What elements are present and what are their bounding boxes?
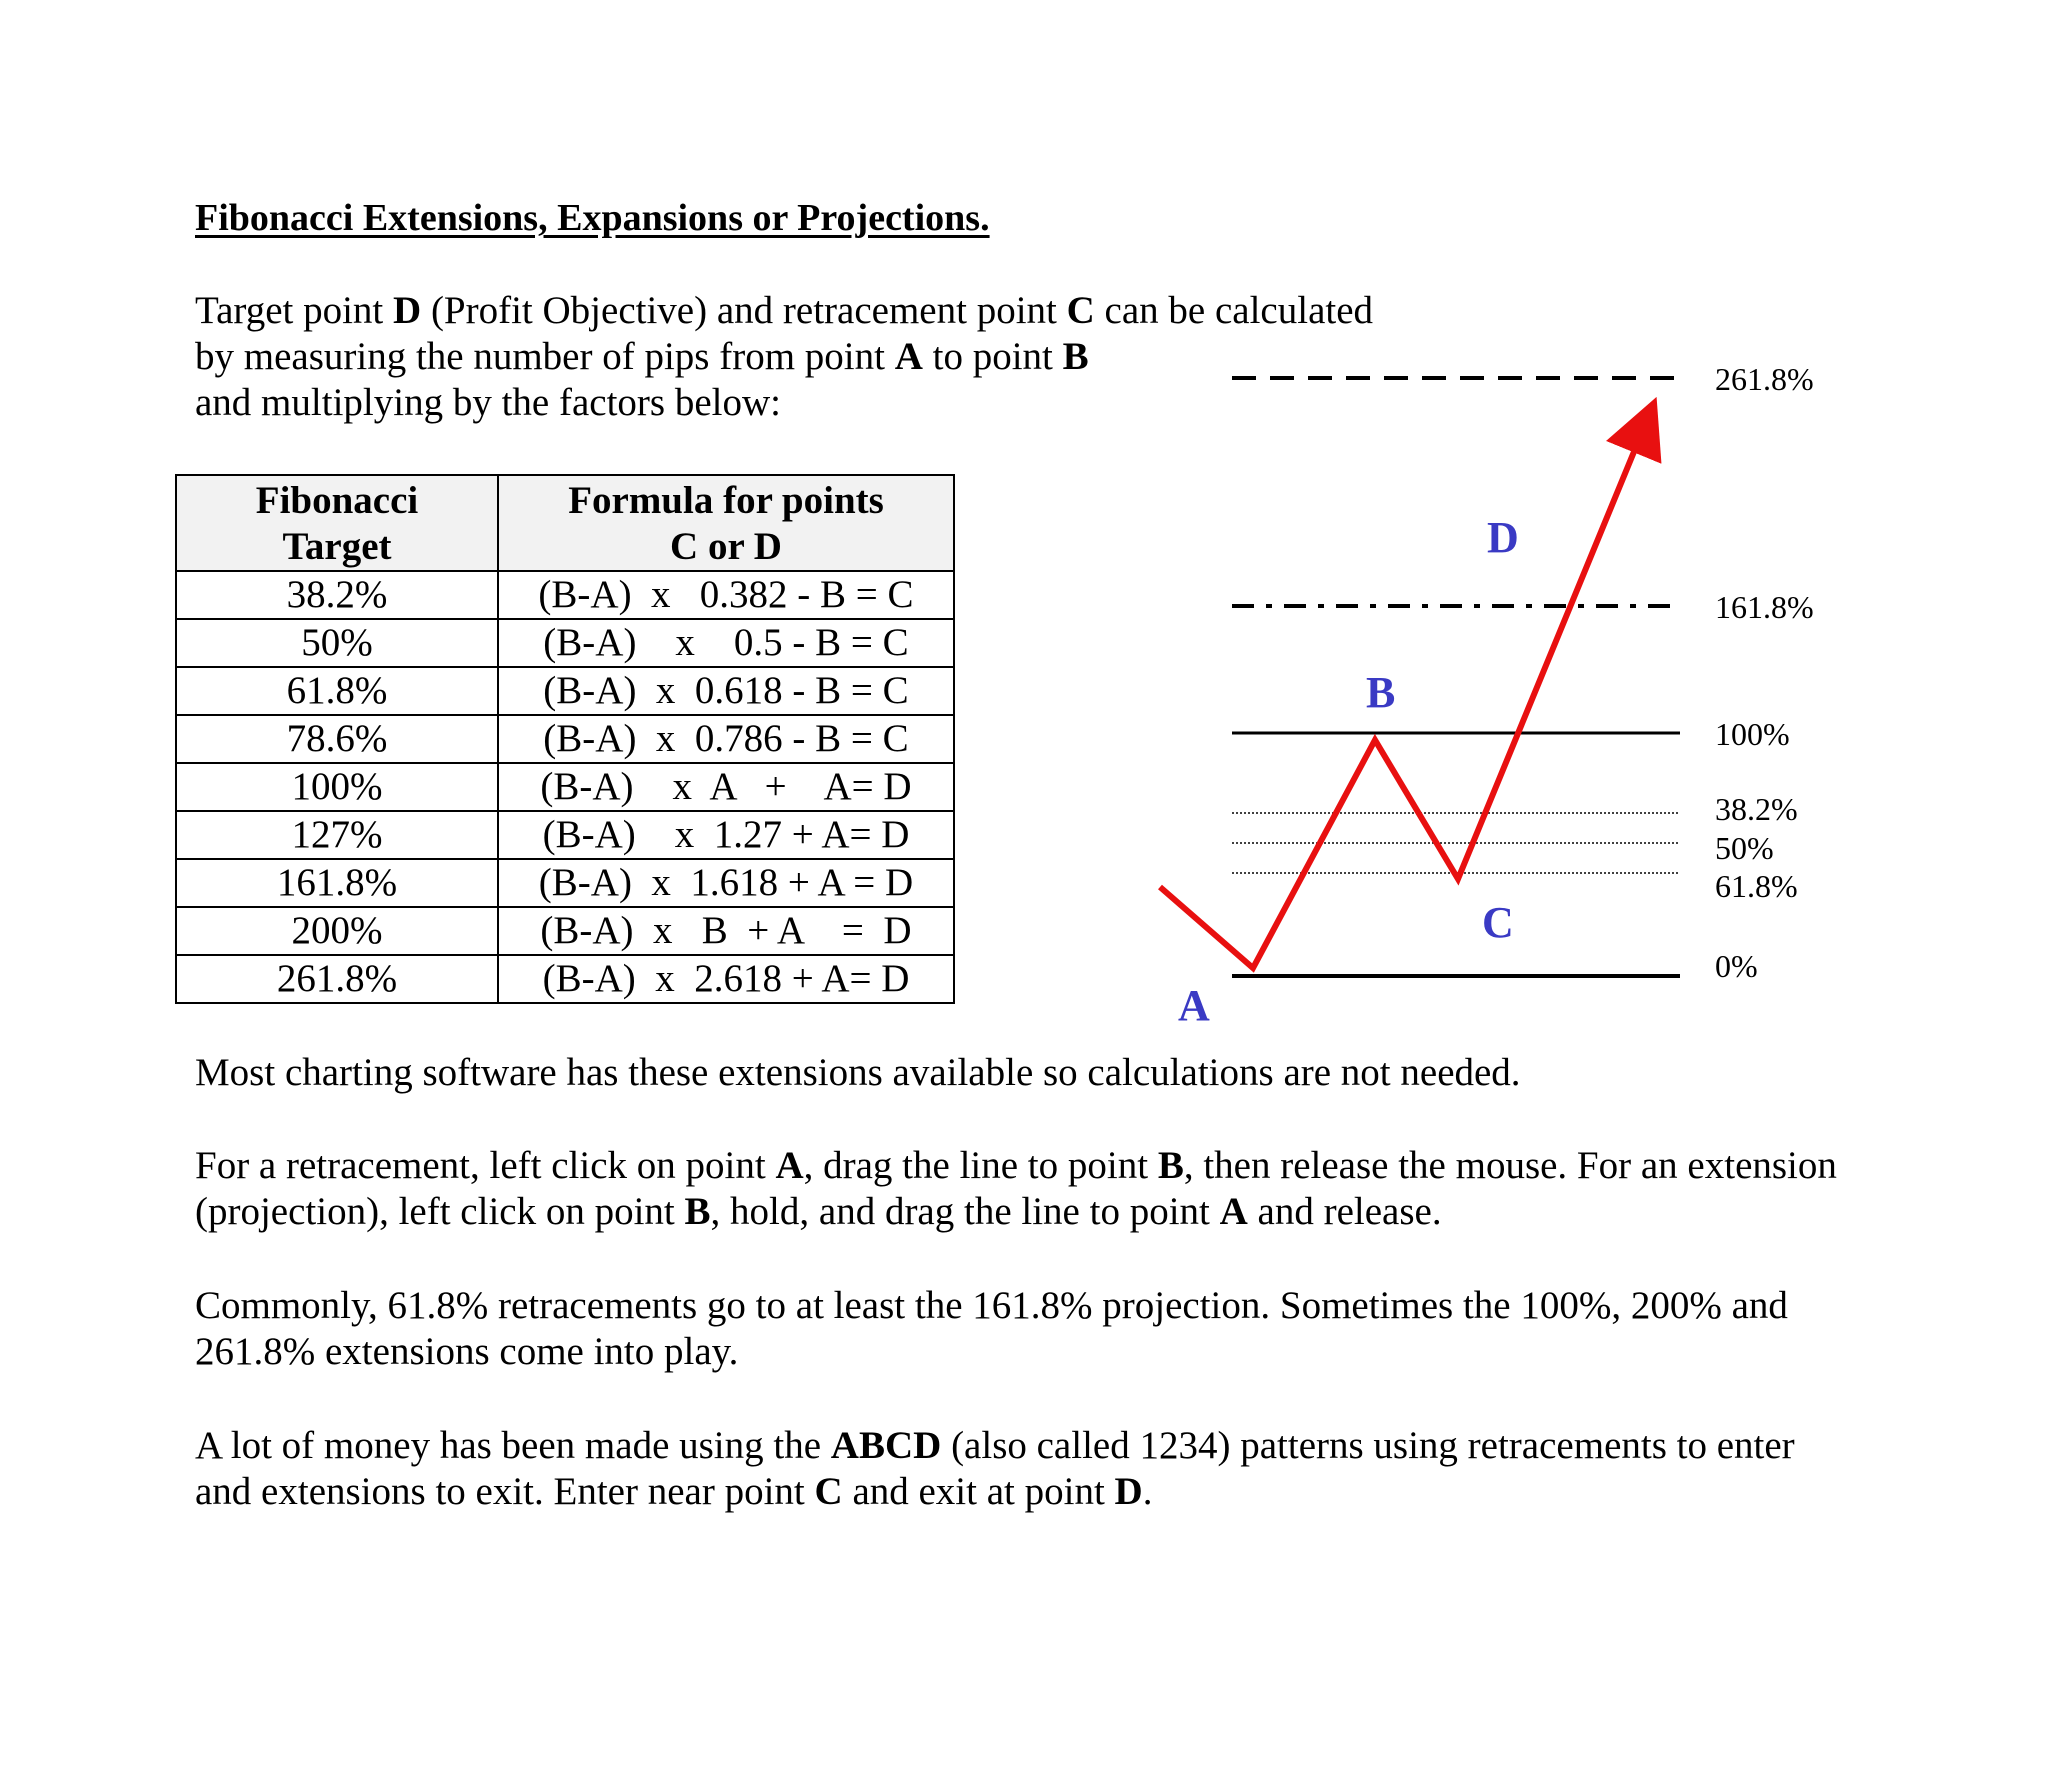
point-label-b: B bbox=[1366, 668, 1396, 717]
paragraph-line: (projection), left click on point B, hold, and drag the line to point A and release. bbox=[195, 1190, 1442, 1233]
formula-cell: (B-A) x 1.618 + A = D bbox=[498, 859, 954, 907]
table-row bbox=[176, 667, 954, 715]
paragraph-line: 261.8% extensions come into play. bbox=[195, 1330, 739, 1373]
abcd-diagram bbox=[1140, 340, 1860, 1040]
level-label-50: 50% bbox=[1715, 830, 1774, 866]
paragraph-abcd-patterns bbox=[195, 1423, 1915, 1515]
target-cell: 100% bbox=[176, 763, 498, 811]
target-cell: 261.8% bbox=[176, 955, 498, 1003]
table-row bbox=[176, 811, 954, 859]
table-row bbox=[176, 763, 954, 811]
level-label-261-8: 261.8% bbox=[1715, 361, 1814, 397]
paragraph-line: For a retracement, left click on point A, drag the line to point B, then release the mouse. For an extension bbox=[195, 1144, 1837, 1187]
level-label-100: 100% bbox=[1715, 716, 1790, 752]
level-label-0: 0% bbox=[1715, 948, 1758, 984]
paragraph-charting-software: Most charting software has these extensions available so calculations are not needed. bbox=[195, 1051, 1521, 1094]
header-fibonacci-target: Fibonacci Target bbox=[176, 475, 498, 571]
page-title: Fibonacci Extensions, Expansions or Projections. bbox=[195, 197, 990, 239]
paragraph-line: A lot of money has been made using the ABCD (also called 1234) patterns using retracements to enter bbox=[195, 1424, 1795, 1467]
target-cell: 78.6% bbox=[176, 715, 498, 763]
target-cell: 127% bbox=[176, 811, 498, 859]
level-label-38-2: 38.2% bbox=[1715, 791, 1798, 827]
paragraph-retracement-instructions bbox=[195, 1143, 1915, 1235]
table-row bbox=[176, 715, 954, 763]
formula-cell: (B-A) x 2.618 + A= D bbox=[498, 955, 954, 1003]
paragraph-line: Commonly, 61.8% retracements go to at least the 161.8% projection. Sometimes the 100%, 200% and bbox=[195, 1284, 1788, 1327]
paragraph-line: and extensions to exit. Enter near point C and exit at point D. bbox=[195, 1470, 1153, 1513]
price-path-line bbox=[1160, 408, 1652, 968]
target-cell: 161.8% bbox=[176, 859, 498, 907]
point-label-a: A bbox=[1178, 981, 1210, 1030]
table-row bbox=[176, 955, 954, 1003]
table-row bbox=[176, 859, 954, 907]
formula-cell: (B-A) x 0.382 - B = C bbox=[498, 571, 954, 619]
intro-line-2: by measuring the number of pips from point A to point B bbox=[195, 335, 1089, 378]
point-label-d: D bbox=[1487, 513, 1519, 562]
formula-cell: (B-A) x 0.786 - B = C bbox=[498, 715, 954, 763]
table-header-row bbox=[176, 475, 954, 571]
intro-line-3: and multiplying by the factors below: bbox=[195, 381, 781, 424]
formula-cell: (B-A) x A + A= D bbox=[498, 763, 954, 811]
table-row bbox=[176, 571, 954, 619]
target-cell: 61.8% bbox=[176, 667, 498, 715]
target-cell: 200% bbox=[176, 907, 498, 955]
level-label-161-8: 161.8% bbox=[1715, 589, 1814, 625]
level-label-61-8: 61.8% bbox=[1715, 868, 1798, 904]
table-row bbox=[176, 619, 954, 667]
formula-cell: (B-A) x 1.27 + A= D bbox=[498, 811, 954, 859]
formula-cell: (B-A) x 0.618 - B = C bbox=[498, 667, 954, 715]
target-cell: 38.2% bbox=[176, 571, 498, 619]
paragraph-common-retracements bbox=[195, 1283, 1915, 1375]
header-formula: Formula for points C or D bbox=[498, 475, 954, 571]
formula-cell: (B-A) x B + A = D bbox=[498, 907, 954, 955]
intro-line-1: Target point D (Profit Objective) and retracement point C can be calculated bbox=[195, 289, 1374, 332]
table-row bbox=[176, 907, 954, 955]
point-label-c: C bbox=[1482, 898, 1514, 947]
fibonacci-table bbox=[175, 474, 955, 1004]
target-cell: 50% bbox=[176, 619, 498, 667]
formula-cell: (B-A) x 0.5 - B = C bbox=[498, 619, 954, 667]
